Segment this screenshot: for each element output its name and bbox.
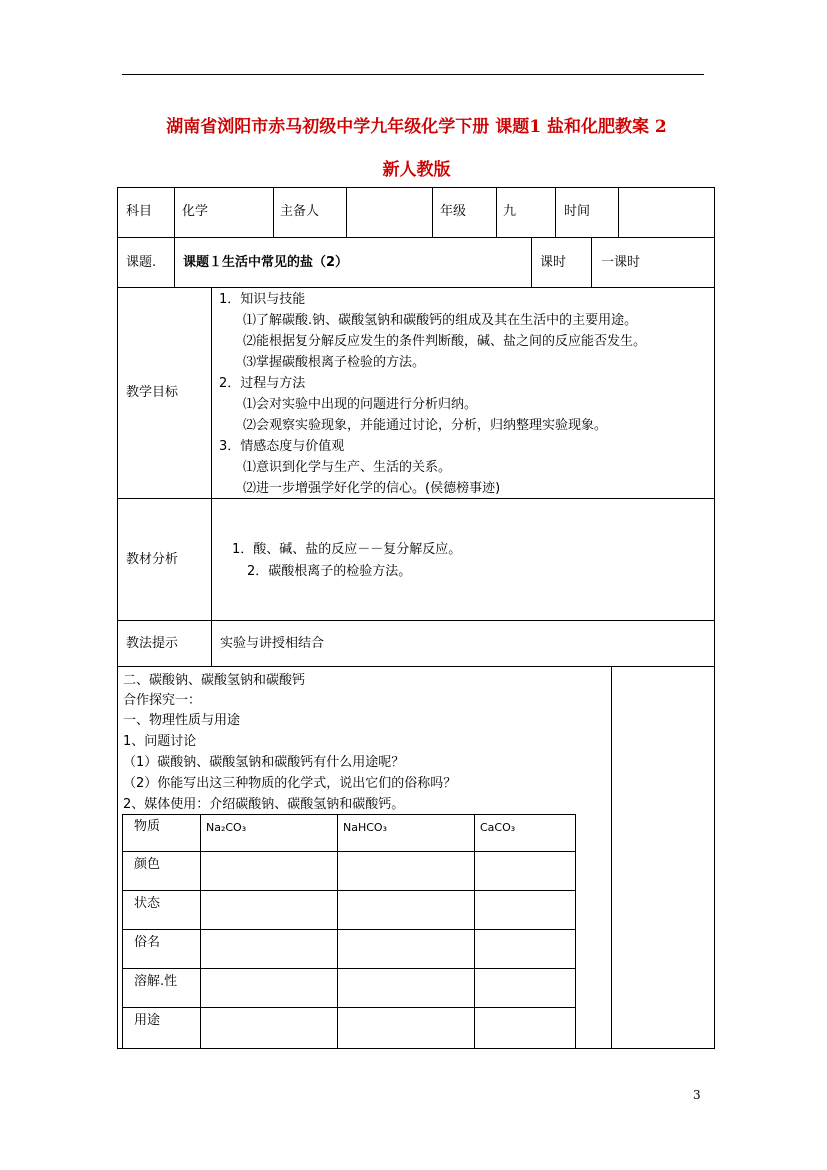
table-row-label: 俗名 xyxy=(134,935,161,950)
body-line: 一、物理性质与用途 xyxy=(123,713,241,728)
objective-line: ⑴意识到化学与生产、生活的关系。 xyxy=(243,460,452,475)
grade-value: 九 xyxy=(503,204,517,219)
method-value: 实验与讲授相结合 xyxy=(220,636,325,651)
preparer-label: 主备人 xyxy=(280,204,320,219)
time-label: 时间 xyxy=(564,204,591,219)
grade-label: 年级 xyxy=(440,204,467,219)
col-divider xyxy=(531,237,532,287)
col-divider xyxy=(611,666,612,1049)
objective-line: ⑶掌握碳酸根离子检验的方法。 xyxy=(243,355,426,370)
objective-line: ⑴了解碳酸.钠、碳酸氢钠和碳酸钙的组成及其在生活中的主要用途。 xyxy=(243,313,638,328)
col-divider xyxy=(618,187,619,237)
objective-line: 1．知识与技能 xyxy=(219,292,306,307)
col-divider xyxy=(211,287,212,666)
objectives-label: 教学目标 xyxy=(126,385,179,400)
page-number: 3 xyxy=(693,1088,701,1102)
analysis-line: 1．酸、碱、盐的反应－－复分解反应。 xyxy=(232,542,462,557)
row-divider xyxy=(117,498,715,499)
col-divider xyxy=(200,814,201,1049)
col-divider xyxy=(273,187,274,237)
period-label: 课时 xyxy=(540,255,567,270)
table-header: 物质 xyxy=(134,819,161,834)
body-line: 合作探究一： xyxy=(123,693,202,708)
method-label: 教法提示 xyxy=(126,636,179,651)
body-line: （2）你能写出这三种物质的化学式，说出它们的俗称吗？ xyxy=(123,776,457,791)
row-divider xyxy=(122,929,576,930)
objective-line: ⑵进一步增强学好化学的信心。(侯德榜事迹) xyxy=(243,481,501,496)
body-line: （1）碳酸钠、碳酸氢钠和碳酸钙有什么用途呢？ xyxy=(123,755,405,770)
objective-line: 2．过程与方法 xyxy=(219,376,306,391)
topic-value: 课题１生活中常见的盐（2） xyxy=(183,255,349,270)
objective-line: 3．情感态度与价值观 xyxy=(219,439,345,454)
table-row-label: 状态 xyxy=(134,896,161,911)
row-divider xyxy=(122,1007,576,1008)
col-divider xyxy=(174,187,175,237)
objective-line: ⑵会观察实验现象，并能通过讨论，分析，归纳整理实验现象。 xyxy=(243,418,608,433)
row-divider xyxy=(122,851,576,852)
col-divider xyxy=(346,187,347,237)
row-divider xyxy=(117,287,715,288)
row-divider xyxy=(122,890,576,891)
table-header: CaCO₃ xyxy=(480,821,516,834)
document-subtitle: 新人教版 xyxy=(382,160,451,180)
body-line: 2、媒体使用：介绍碳酸钠、碳酸氢钠和碳酸钙。 xyxy=(123,797,405,812)
table-row-label: 溶解.性 xyxy=(134,974,178,989)
topic-label: 课题. xyxy=(126,255,157,270)
col-divider xyxy=(474,814,475,1049)
row-divider xyxy=(122,968,576,969)
header-rule xyxy=(122,74,704,75)
table-header: Na₂CO₃ xyxy=(206,821,247,834)
table-header: NaHCO₃ xyxy=(343,821,387,834)
objective-line: ⑴会对实验中出现的问题进行分析归纳。 xyxy=(243,397,478,412)
row-divider xyxy=(117,666,715,667)
table-row-label: 用途 xyxy=(134,1013,161,1028)
analysis-line: 2．碳酸根离子的检验方法。 xyxy=(247,564,412,579)
row-divider xyxy=(117,237,715,238)
col-divider xyxy=(591,237,592,287)
body-line: 1、问题讨论 xyxy=(123,734,197,749)
analysis-label: 教材分析 xyxy=(126,552,179,567)
table-row-label: 颜色 xyxy=(134,857,161,872)
col-divider xyxy=(174,237,175,287)
period-value: 一课时 xyxy=(601,255,641,270)
objective-line: ⑵能根据复分解反应发生的条件判断酸，碱、盐之间的反应能否发生。 xyxy=(243,334,647,349)
substance-table xyxy=(122,814,576,1049)
col-divider xyxy=(496,187,497,237)
document-title: 湖南省浏阳市赤马初级中学九年级化学下册 课题1 盐和化肥教案 2 xyxy=(166,117,667,137)
col-divider xyxy=(432,187,433,237)
body-line: 二、碳酸钠、碳酸氢钠和碳酸钙 xyxy=(123,673,306,688)
col-divider xyxy=(555,187,556,237)
subject-value: 化学 xyxy=(182,204,209,219)
subject-label: 科目 xyxy=(126,204,153,219)
row-divider xyxy=(117,620,715,621)
col-divider xyxy=(337,814,338,1049)
